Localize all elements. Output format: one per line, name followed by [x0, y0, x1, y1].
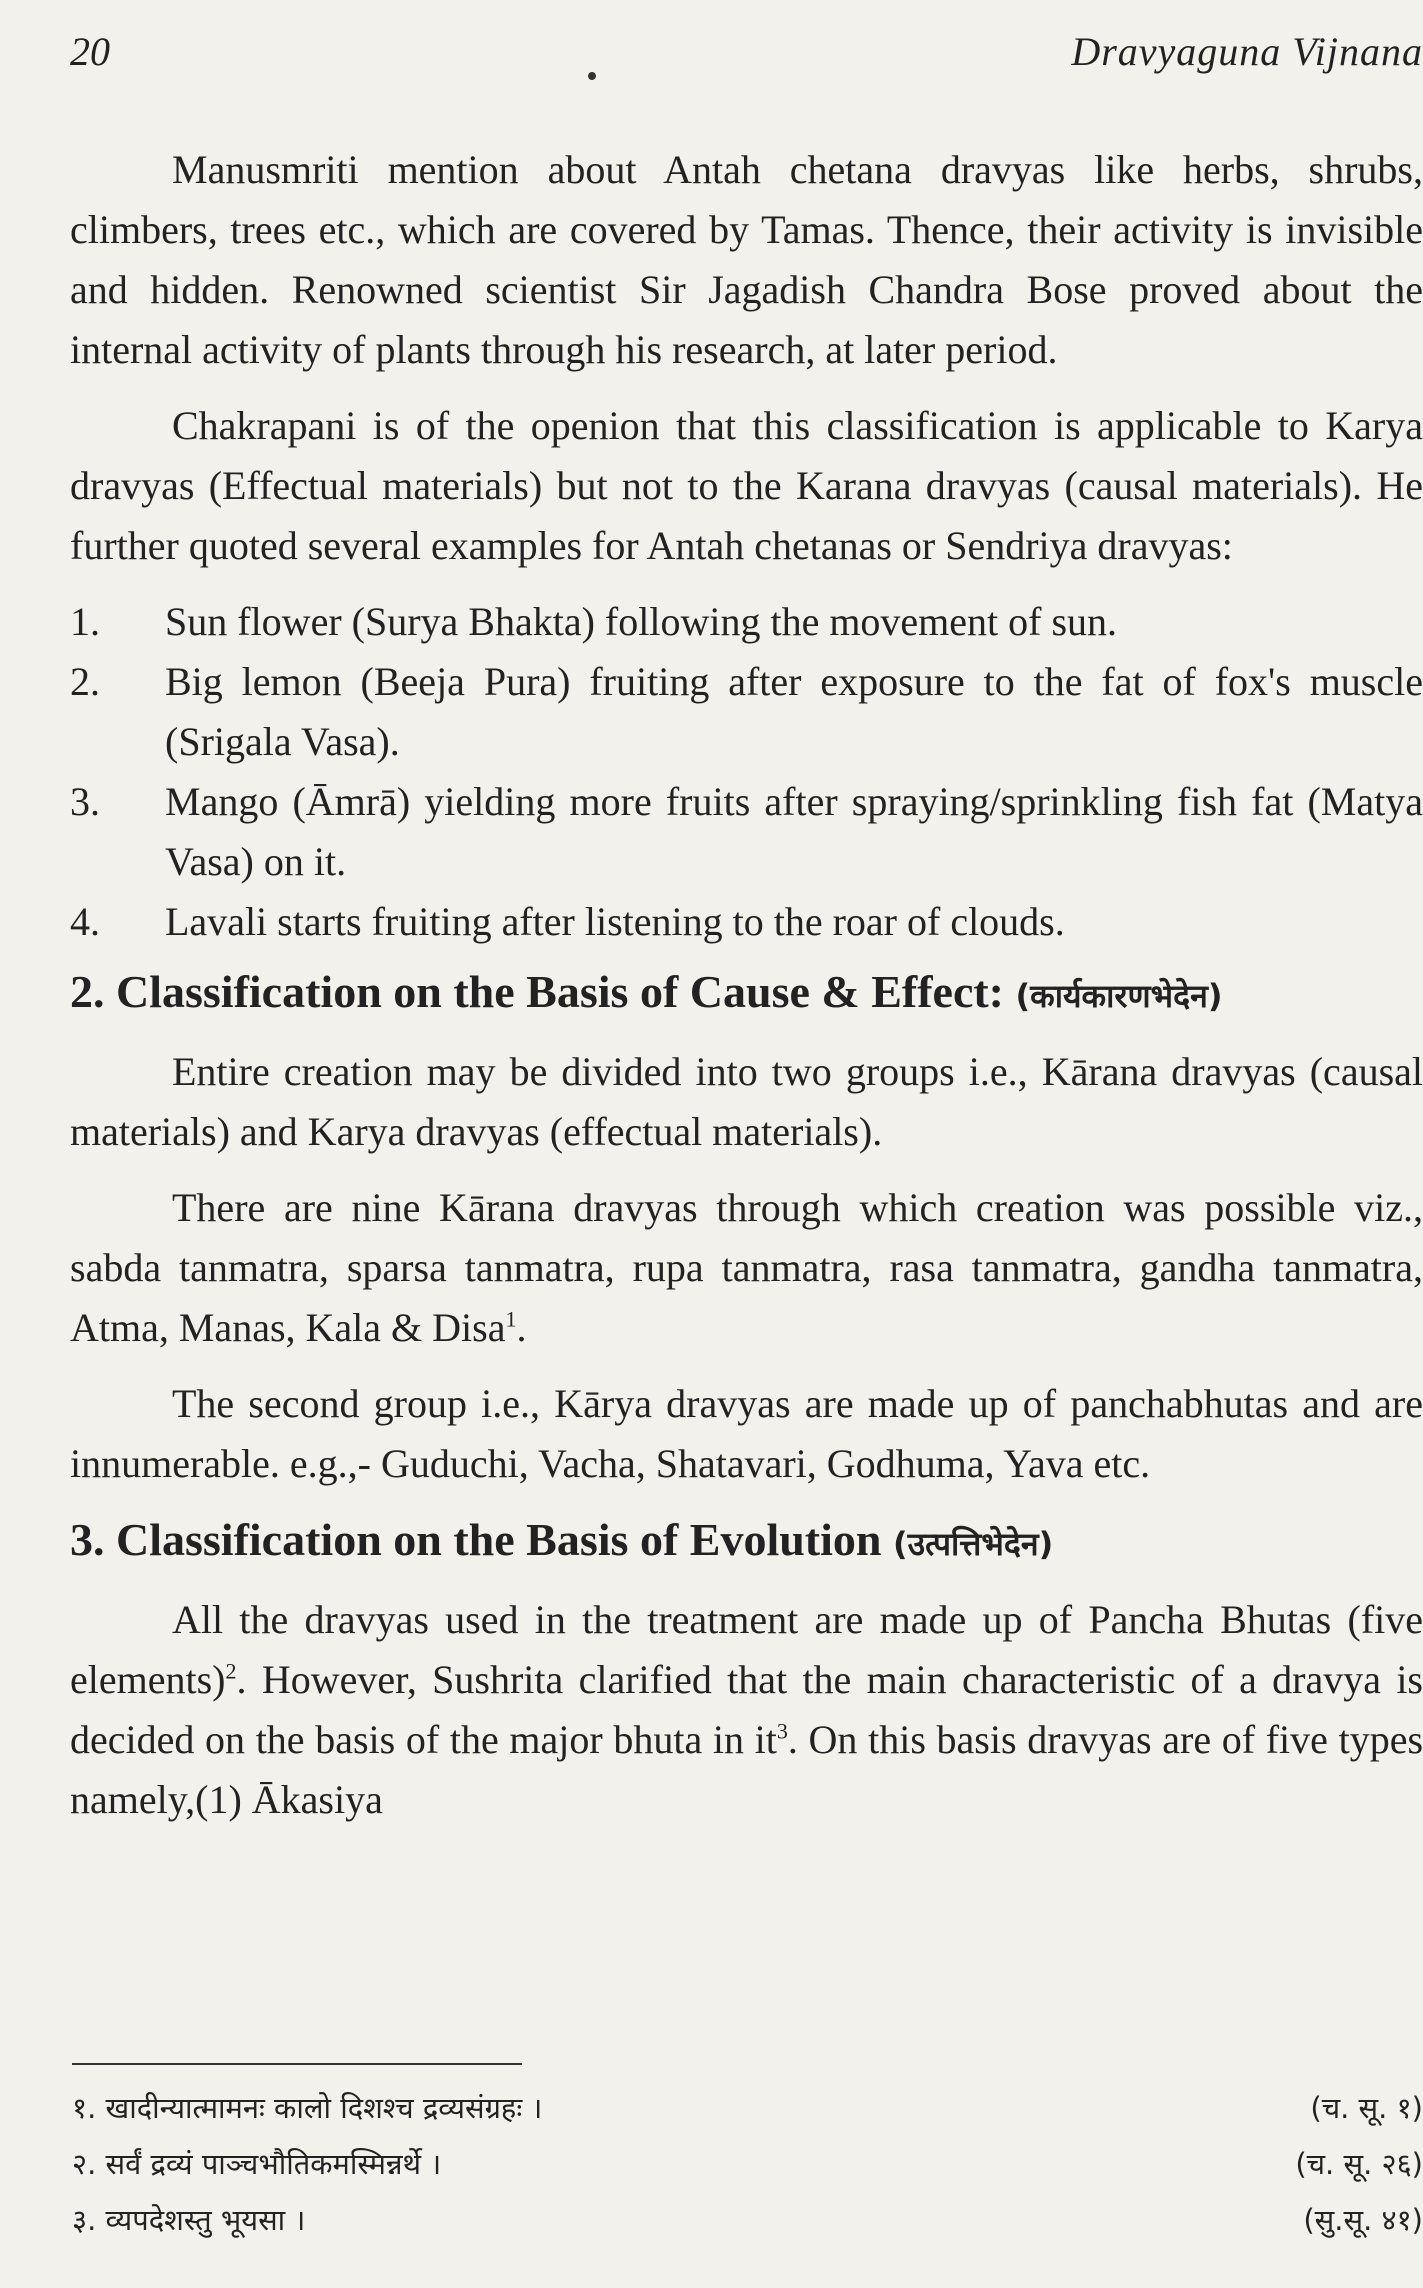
list-number: 1. — [70, 599, 100, 644]
list-item-text: Lavali starts fruiting after listening to the roar of clouds. — [165, 899, 1065, 944]
footnote-text: १. खादीन्यात्मामनः कालो दिशश्च द्रव्यसंग्रहः । — [72, 2091, 543, 2125]
list-item — [70, 652, 1423, 772]
paragraph: Chakrapani is of the openion that this classification is applicable to Karya dravyas (Effectual materials) but not to the Karana dravyas (causal materials). He further quoted several examples for Antah chetanas or Sendriya dravyas: — [70, 403, 1423, 568]
section-heading — [70, 962, 1423, 1026]
list-number: 4. — [70, 899, 100, 944]
section-heading-text: 3. Classification on the Basis of Evolution — [70, 1514, 882, 1565]
paragraph-text: . — [516, 1305, 527, 1350]
footnote-text: ३. व्यपदेशस्तु भूयसा । — [72, 2203, 306, 2237]
footnote-marker: 2 — [225, 1658, 237, 1684]
paragraph — [70, 1178, 1423, 1358]
paragraph-text: . However, Sushrita clarified that the main characteristic of a dravya is decided on the basis of the major bhuta in it — [70, 1657, 1423, 1762]
examples-list — [70, 592, 1423, 952]
footnote-reference: (सु.सू. ४१) — [1303, 2203, 1423, 2237]
paragraph: Entire creation may be divided into two groups i.e., Kārana dravyas (causal materials) and Karya dravyas (effectual materials). — [70, 1049, 1423, 1154]
footnote-divider — [72, 2063, 522, 2065]
paragraph — [70, 1590, 1423, 1830]
footnote-marker: 1 — [505, 1306, 517, 1332]
footnote-reference: (च. सू. २६) — [1295, 2147, 1423, 2181]
page-number: 20 — [70, 29, 110, 74]
footnote-text: २. सर्वं द्रव्यं पाञ्चभौतिकमस्मिन्नर्थे । — [72, 2147, 442, 2181]
list-item-text: Sun flower (Surya Bhakta) following the movement of sun. — [165, 599, 1118, 644]
paragraph-text: There are nine Kārana dravyas through which creation was possible viz., sabda tanmatra, sparsa tanmatra, rupa tanmatra, rasa tanmatra, gandha tanmatra, Atma, Manas, Kala & Disa — [70, 1185, 1423, 1350]
page-header — [70, 28, 1423, 88]
list-number: 3. — [70, 779, 100, 824]
page-body — [70, 140, 1423, 1846]
list-item — [70, 592, 1423, 652]
paragraph-text: All the dravyas used in the treatment are made up of Pancha Bhutas (five elements) — [70, 1597, 1423, 1702]
paragraph-text: . On this basis dravyas are of five types namely,(1) Ākasiya — [70, 1717, 1423, 1822]
paragraph: The second group i.e., Kārya dravyas are made up of panchabhutas and are innumerable. e.g.,- Guduchi, Vacha, Shatavari, Godhuma, Yava etc. — [70, 1381, 1423, 1486]
footnote-reference: (च. सू. १) — [1310, 2091, 1423, 2125]
section-heading-sanskrit: (कार्यकारणभेदेन) — [1015, 977, 1223, 1015]
section-heading — [70, 1510, 1423, 1574]
footnote — [72, 2082, 1423, 2138]
footnote-marker: 3 — [776, 1718, 788, 1744]
paragraph: Manusmriti mention about Antah chetana dravyas like herbs, shrubs, climbers, trees etc., which are covered by Tamas. Thence, their activity is invisible and hidden. Renowned scientist Sir Jagadish Chandra Bose proved about the internal activity of plants through his research, at later period. — [70, 147, 1423, 372]
section-heading-sanskrit: (उत्पत्तिभेदेन) — [893, 1525, 1054, 1563]
list-item-text: Big lemon (Beeja Pura) fruiting after exposure to the fat of fox's muscle (Srigala Vasa). — [165, 659, 1423, 764]
list-item — [70, 772, 1423, 892]
running-title: Dravyaguna Vijnana — [1071, 29, 1423, 74]
footnotes — [72, 2082, 1423, 2250]
section-heading-text: 2. Classification on the Basis of Cause & Effect: — [70, 966, 1004, 1017]
list-item-text: Mango (Āmrā) yielding more fruits after spraying/sprinkling fish fat (Matya Vasa) on it. — [165, 779, 1423, 884]
footnote — [72, 2138, 1423, 2194]
footnote — [72, 2194, 1423, 2250]
list-item — [70, 892, 1423, 952]
list-number: 2. — [70, 659, 100, 704]
